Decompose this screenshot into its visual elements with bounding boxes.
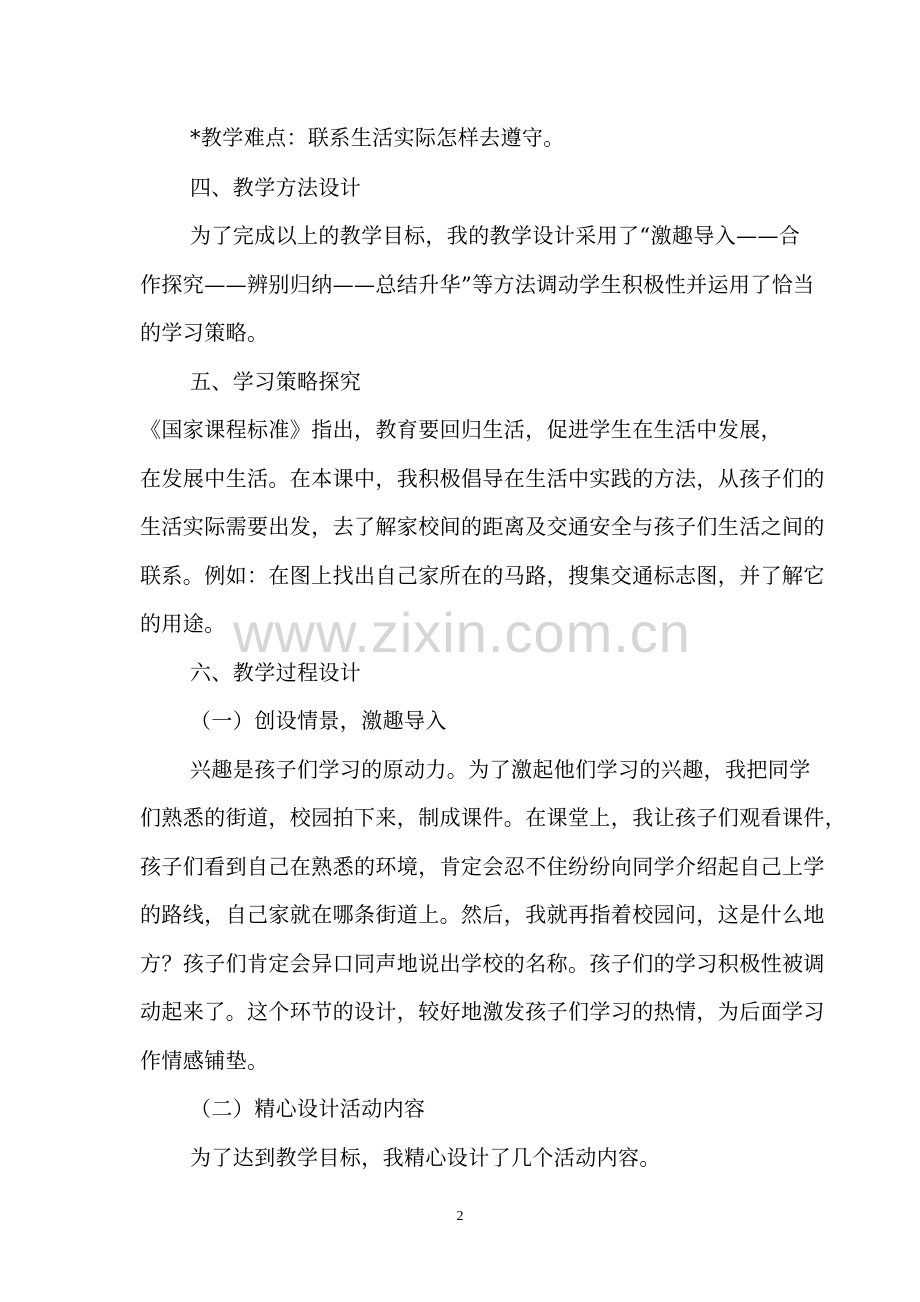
paragraph-line: 生活实际需要出发，去了解家校间的距离及交通安全与孩子们生活之间的: [140, 515, 825, 539]
paragraph-line: 作探究——辨别归纳——总结升华”等方法调动学生积极性并运用了恰当: [140, 273, 815, 297]
paragraph-line: 们熟悉的街道，校园拍下来，制成课件。在课堂上，我让孩子们观看课件，: [140, 806, 847, 830]
paragraph-line: 在发展中生活。在本课中，我积极倡导在生活中实践的方法，从孩子们的: [140, 467, 825, 491]
watermark: www.zixin.com.cn: [233, 601, 691, 664]
paragraph-line: 《国家课程标准》指出，教育要回归生活，促进学生在生活中发展，: [140, 418, 782, 442]
subsection-heading-activities: （二）精心设计活动内容: [190, 1097, 426, 1121]
paragraph-line: 作情感铺垫。: [140, 1049, 269, 1073]
teaching-difficulty-line: *教学难点：联系生活实际怎样去遵守。: [190, 126, 565, 150]
section-heading-learning-strategy: 五、学习策略探究: [190, 370, 362, 394]
paragraph-line: 孩子们看到自己在熟悉的环境，肯定会忍不住纷纷向同学介绍起自己上学: [140, 855, 825, 879]
paragraph-line: 兴趣是孩子们学习的原动力。为了激起他们学习的兴趣，我把同学: [190, 758, 811, 782]
paragraph-line: 的路线，自己家就在哪条街道上。然后，我就再指着校园问，这是什么地: [140, 903, 825, 927]
subsection-heading-situation: （一）创设情景，激趣导入: [190, 709, 447, 733]
paragraph-line: 方？孩子们肯定会异口同声地说出学校的名称。孩子们的学习积极性被调: [140, 952, 825, 976]
paragraph-line: 为了完成以上的教学目标，我的教学设计采用了“激趣导入——合: [190, 224, 801, 248]
paragraph-line: 的用途。: [140, 612, 226, 636]
section-heading-teaching-methods: 四、教学方法设计: [190, 176, 362, 200]
paragraph-line: 为了达到教学目标，我精心设计了几个活动内容。: [190, 1146, 661, 1170]
page-number: 2: [456, 1209, 464, 1224]
paragraph-line: 的学习策略。: [140, 321, 269, 345]
paragraph-line: 动起来了。这个环节的设计，较好地激发孩子们学习的热情，为后面学习: [140, 1000, 825, 1024]
paragraph-line: 联系。例如：在图上找出自己家所在的马路，搜集交通标志图，并了解它: [140, 564, 825, 588]
section-heading-process-design: 六、教学过程设计: [190, 661, 362, 685]
